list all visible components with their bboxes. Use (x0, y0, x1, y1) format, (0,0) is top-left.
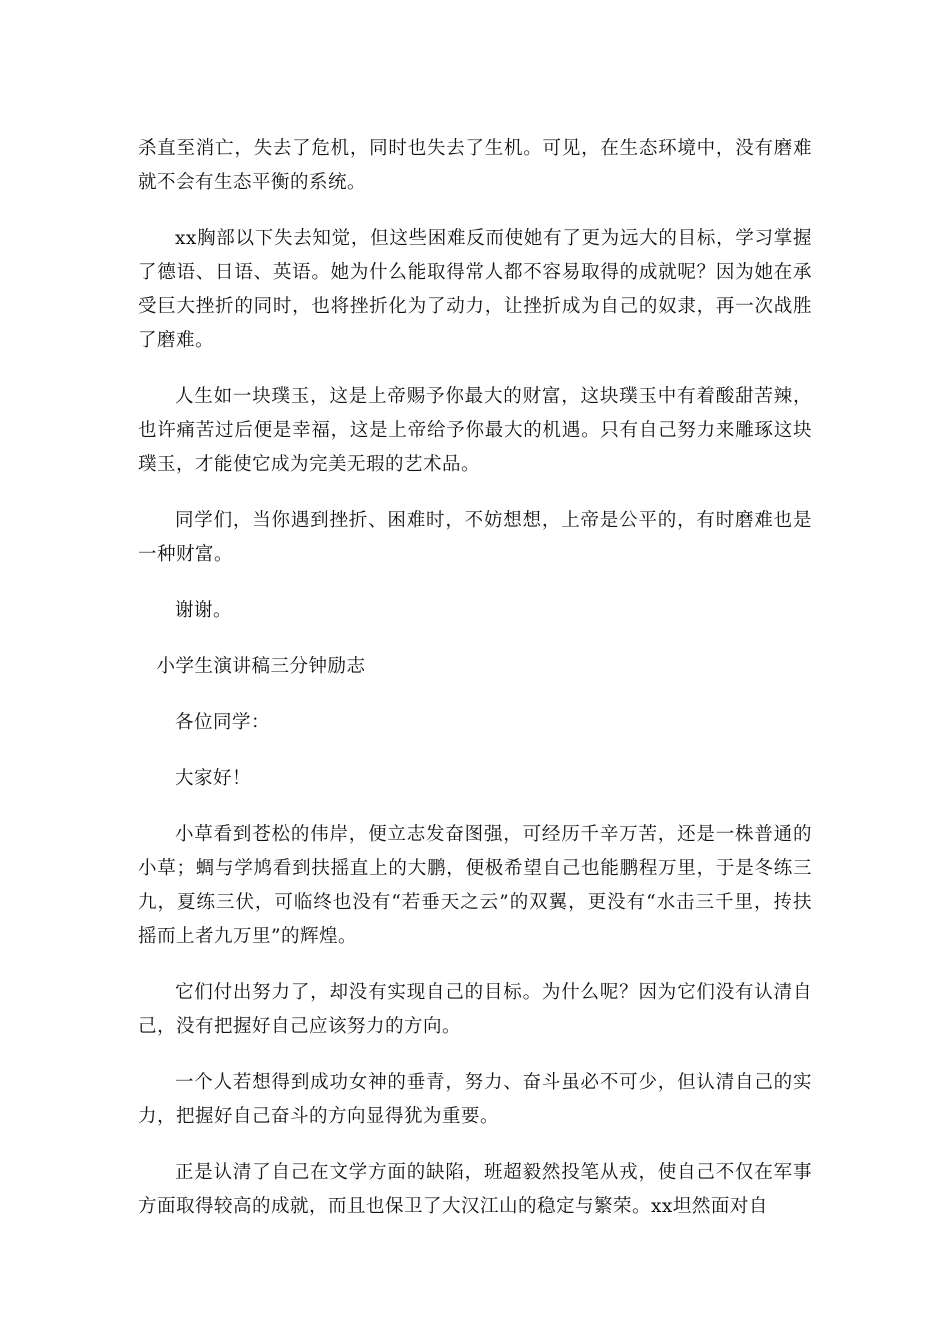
paragraph: xx胸部以下失去知觉，但这些困难反而使她有了更为远大的目标，学习掌握了德语、日语、英语。她为什么能取得常人都不容易取得的成就呢？因为她在承受巨大挫折的同时，也将挫折化为了动力，让挫折成为自己的奴隶，再一次战胜了磨难。 (138, 228, 812, 351)
closing-thanks: 谢谢。 (175, 600, 233, 621)
paragraph-continuation: 杀直至消亡，失去了危机，同时也失去了生机。可见，在生态环境中，没有磨难就不会有生态平衡的系统。 (138, 138, 812, 193)
salutation: 各位同学： (175, 712, 271, 733)
paragraph: 它们付出努力了，却没有实现自己的目标。为什么呢？因为它们没有认清自己，没有把握好自己应该努力的方向。 (138, 982, 812, 1037)
paragraph: 同学们，当你遇到挫折、困难时，不妨想想，上帝是公平的，有时磨难也是一种财富。 (138, 510, 812, 565)
paragraph: 人生如一块璞玉，这是上帝赐予你最大的财富，这块璞玉中有着酸甜苦辣，也许痛苦过后便是幸福，这是上帝给予你最大的机遇。只有自己努力来雕琢这块璞玉，才能使它成为完美无瑕的艺术品。 (138, 386, 812, 475)
greeting: 大家好！ (175, 768, 252, 789)
paragraph: 小草看到苍松的伟岸，便立志发奋图强，可经历千辛万苦，还是一株普通的小草；蜩与学鸠看到扶摇直上的大鹏，便极希望自己也能鹏程万里，于是冬练三九，夏练三伏，可临终也没有“若垂天之云”的双翼，更没有“水击三千里，抟扶摇而上者九万里”的辉煌。 (138, 824, 812, 947)
paragraph: 一个人若想得到成功女神的垂青，努力、奋斗虽必不可少，但认清自己的实力，把握好自己奋斗的方向显得犹为重要。 (138, 1072, 812, 1127)
paragraph: 正是认清了自己在文学方面的缺陷，班超毅然投笔从戎，使自己不仅在军事方面取得较高的成就，而且也保卫了大汉江山的稳定与繁荣。xx坦然面对自 (138, 1162, 812, 1217)
document-body (138, 132, 812, 1246)
section-title: 小学生演讲稿三分钟励志 (156, 656, 366, 677)
